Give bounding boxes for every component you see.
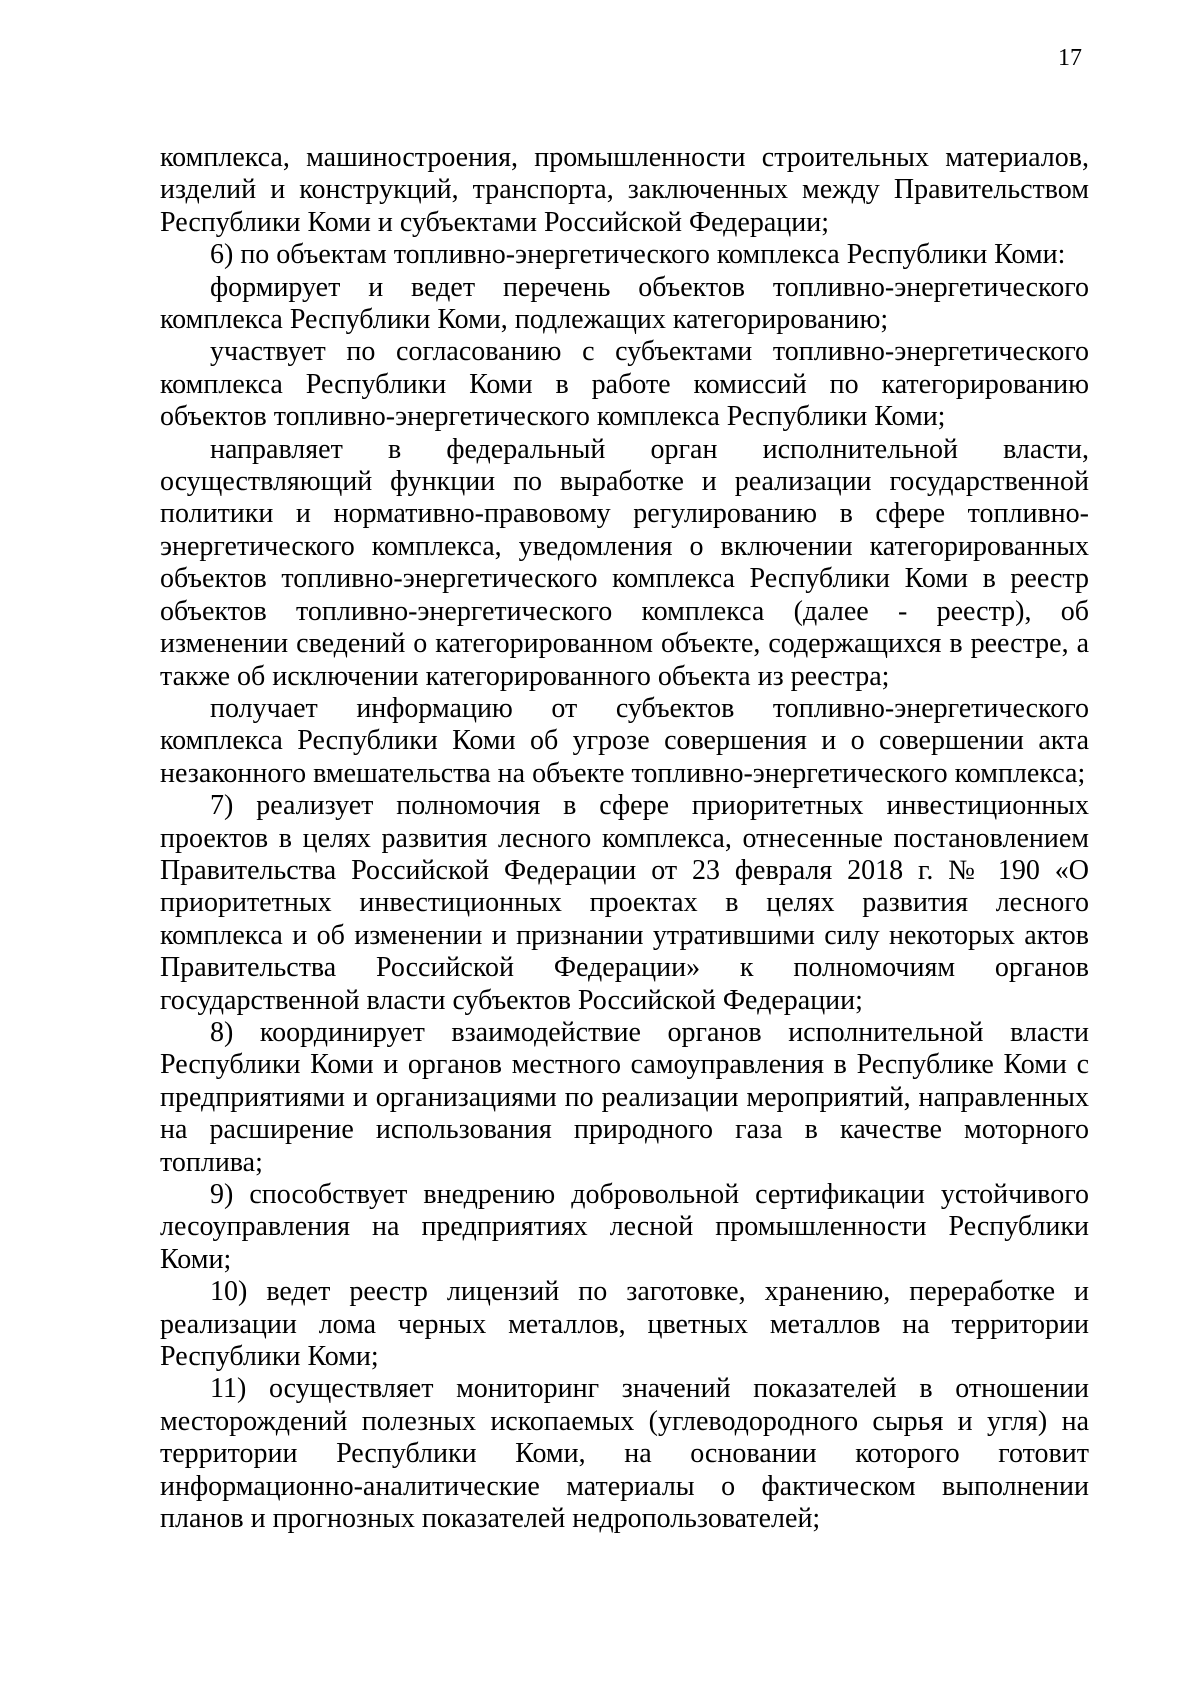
paragraph-item-6-list-2: участвует по согласованию с субъектами топливно-энергетического комплекса Республики Коми в работе комиссий по категорированию объектов топливно-энергетического комплекса Республики Коми; — [160, 336, 1089, 433]
paragraph-item-6-list-4: получает информацию от субъектов топливно-энергетического комплекса Республики Коми об угрозе совершения и о совершении акта незаконного вмешательства на объекте топливно-энергетического комплекса; — [160, 692, 1089, 789]
paragraph-item-6-list-3: направляет в федеральный орган исполнительной власти, осуществляющий функции по выработке и реализации государственной политики и нормативно-правовому регулированию в сфере топливно-энергетического комплекса, уведомления о включении категорированных объектов топливно-энергетического комплекса Республики Коми в реестр объектов топливно-энергетического комплекса (далее - реестр), об изменении сведений о категорированном объекте, содержащихся в реестре, а также об исключении категорированного объекта из реестра; — [160, 433, 1089, 692]
paragraph-item-6-list-1: формирует и ведет перечень объектов топливно-энергетического комплекса Республики Коми, подлежащих категорированию; — [160, 271, 1089, 336]
paragraph-item-9: 9) способствует внедрению добровольной сертификации устойчивого лесоуправления на предприятиях лесной промышленности Республики Коми; — [160, 1179, 1089, 1275]
paragraph-item-10: 10) ведет реестр лицензий по заготовке, хранению, переработке и реализации лома черных металлов, цветных металлов на территории Республики Коми; — [160, 1276, 1089, 1373]
document-body — [160, 142, 1089, 1535]
page-number: 17 — [1058, 45, 1082, 71]
paragraph-item-8: 8) координирует взаимодействие органов исполнительной власти Республики Коми и органов местного самоуправления в Республике Коми с предприятиями и организациями по реализации мероприятий, направленных на расширение использования природного газа в качестве моторного топлива; — [160, 1016, 1089, 1178]
paragraph-continuation: комплекса, машиностроения, промышленности строительных материалов, изделий и конструкций, транспорта, заключенных между Правительством Республики Коми и субъектами Российской Федерации; — [160, 142, 1089, 238]
paragraph-item-11: 11) осуществляет мониторинг значений показателей в отношении месторождений полезных ископаемых (углеводородного сырья и угля) на территории Республики Коми, на основании которого готовит информационно-аналитические материалы о фактическом выполнении планов и прогнозных показателей недропользователей; — [160, 1373, 1089, 1535]
paragraph-item-7: 7) реализует полномочия в сфере приоритетных инвестиционных проектов в целях развития лесного комплекса, отнесенные постановлением Правительства Российской Федерации от 23 февраля 2018 г. № 190 «О приоритетных инвестиционных проектах в целях развития лесного комплекса и об изменении и признании утратившими силу некоторых актов Правительства Российской Федерации» к полномочиям органов государственной власти субъектов Российской Федерации; — [160, 790, 1089, 1016]
paragraph-item-6: 6) по объектам топливно-энергетического комплекса Республики Коми: — [210, 239, 1066, 271]
